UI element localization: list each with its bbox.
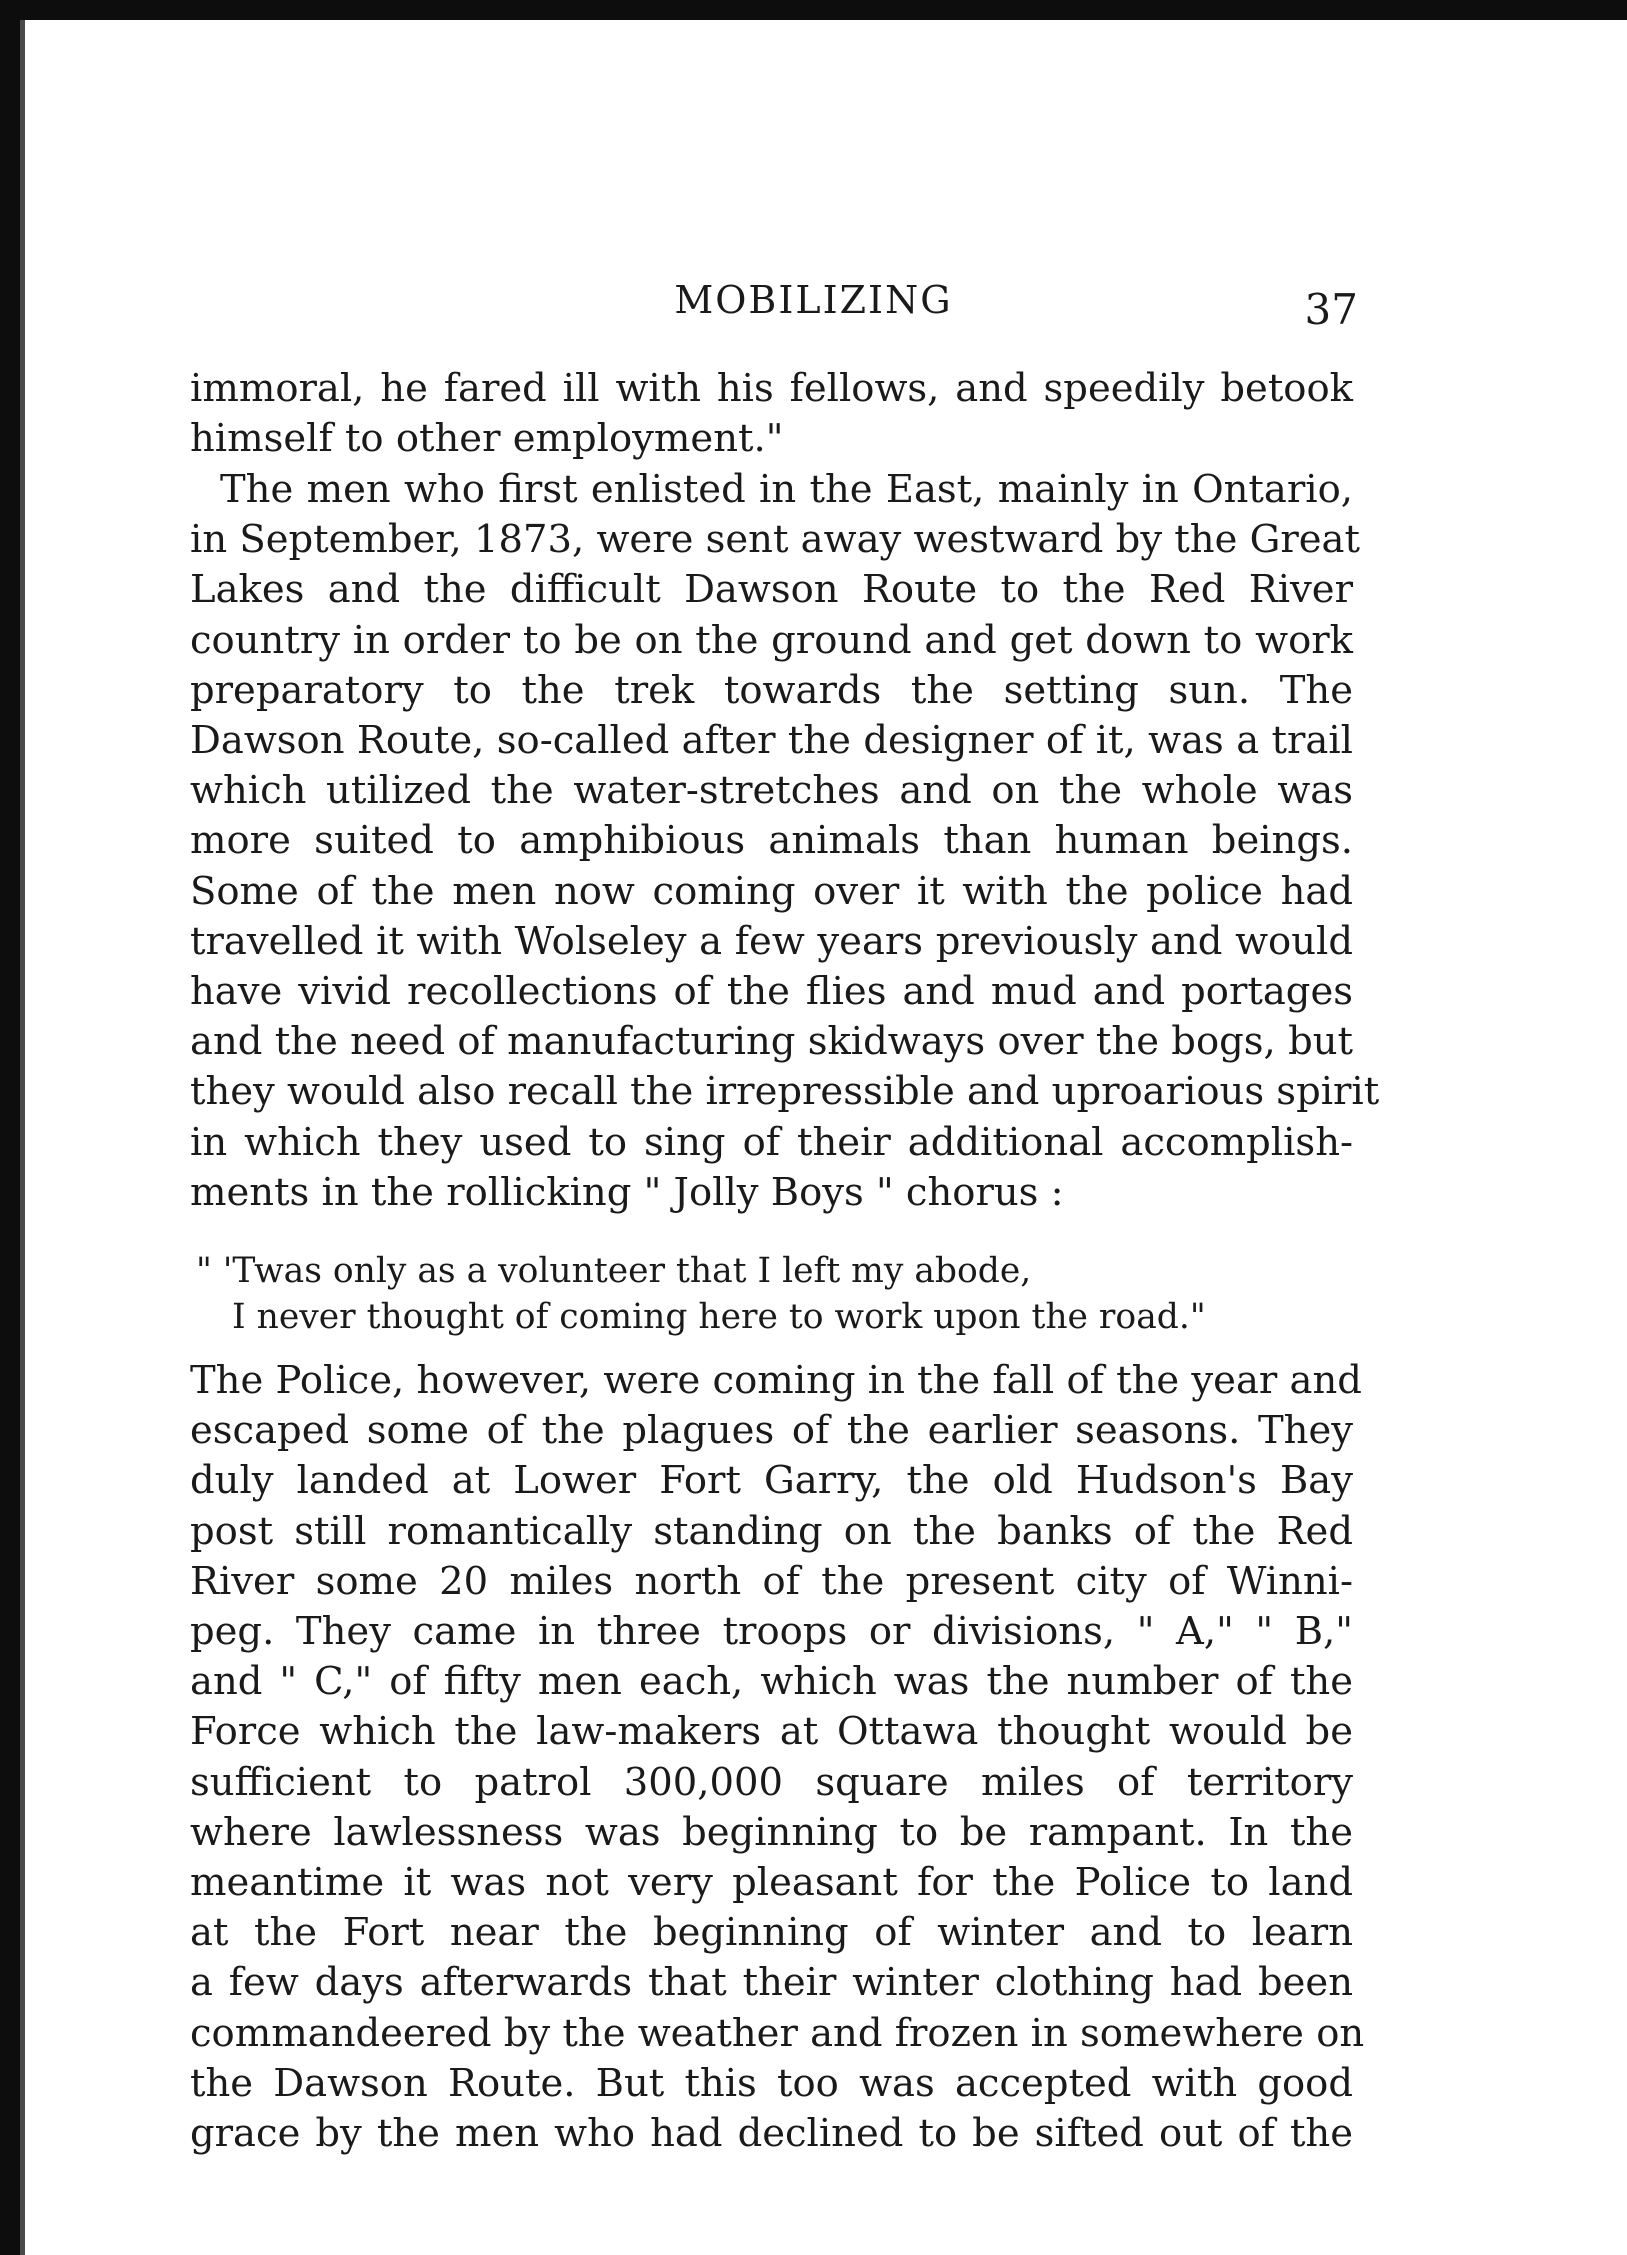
text-line: which utilized the water-stretches and on the whole was xyxy=(190,768,1353,814)
scan-border-top xyxy=(0,0,1627,20)
verse-line: I never thought of coming here to work upon the road." xyxy=(232,1297,1206,1337)
scan-border-left xyxy=(0,0,20,2255)
text-line: Some of the men now coming over it with the police had xyxy=(190,868,1353,914)
text-line: River some 20 miles north of the present city of Winni- xyxy=(190,1558,1353,1604)
text-line: ments in the rollicking " Jolly Boys " chorus : xyxy=(190,1169,1064,1215)
text-line: and the need of manufacturing skidways over the bogs, but xyxy=(190,1019,1353,1065)
text-line: travelled it with Wolseley a few years previously and would xyxy=(190,918,1353,964)
page-number: 37 xyxy=(1304,285,1358,334)
text-line: escaped some of the plagues of the earlier seasons. They xyxy=(190,1408,1353,1454)
text-line: and " C," of fifty men each, which was the number of the xyxy=(190,1659,1353,1705)
text-line: The Police, however, were coming in the fall of the year and xyxy=(190,1358,1362,1403)
paragraph-1 xyxy=(190,364,1353,464)
text-line: peg. They came in three troops or divisions, " A," " B," xyxy=(190,1609,1353,1655)
text-line: they would also recall the irrepressible and uproarious spirit xyxy=(190,1069,1380,1115)
verse-quote xyxy=(196,1248,1359,1340)
text-line: duly landed at Lower Fort Garry, the old Hudson's Bay xyxy=(190,1458,1353,1504)
text-line: at the Fort near the beginning of winter and to learn xyxy=(190,1910,1353,1956)
text-line: preparatory to the trek towards the setting sun. The xyxy=(190,667,1353,713)
text-line: Force which the law-makers at Ottawa thought would be xyxy=(190,1709,1353,1755)
text-line: The men who first enlisted in the East, mainly in Ontario, xyxy=(220,467,1353,512)
text-line: where lawlessness was beginning to be rampant. In the xyxy=(190,1809,1353,1855)
text-line: in September, 1873, were sent away westward by the Great xyxy=(190,517,1360,563)
paragraph-2 xyxy=(190,465,1380,1218)
text-line: have vivid recollections of the flies and mud and portages xyxy=(190,969,1353,1015)
scan-border-left-shadow xyxy=(20,20,25,2255)
text-line: commandeered by the weather and frozen in somewhere on xyxy=(190,2010,1365,2056)
text-line: meantime it was not very pleasant for the Police to land xyxy=(190,1860,1353,1906)
text-line: country in order to be on the ground and get down to work xyxy=(190,617,1353,663)
text-line: sufficient to patrol 300,000 square miles of territory xyxy=(190,1759,1353,1805)
text-line: the Dawson Route. But this too was accepted with good xyxy=(190,2060,1353,2106)
text-line: Dawson Route, so-called after the designer of it, was a trail xyxy=(190,718,1353,764)
text-line: a few days afterwards that their winter clothing had been xyxy=(190,1960,1353,2006)
text-line: himself to other employment." xyxy=(190,416,784,462)
running-head: MOBILIZING xyxy=(674,278,953,322)
text-line: post still romantically standing on the banks of the Red xyxy=(190,1508,1353,1554)
paragraph-3 xyxy=(190,1356,1365,2159)
verse-line: " 'Twas only as a volunteer that I left my abode, xyxy=(196,1251,1032,1291)
text-line: immoral, he fared ill with his fellows, and speedily betook xyxy=(190,366,1353,411)
text-line: more suited to amphibious animals than human beings. xyxy=(190,818,1353,864)
text-line: Lakes and the difficult Dawson Route to the Red River xyxy=(190,567,1353,613)
text-line: grace by the men who had declined to be sifted out of the xyxy=(190,2111,1353,2157)
text-line: in which they used to sing of their additional accomplish- xyxy=(190,1119,1353,1165)
